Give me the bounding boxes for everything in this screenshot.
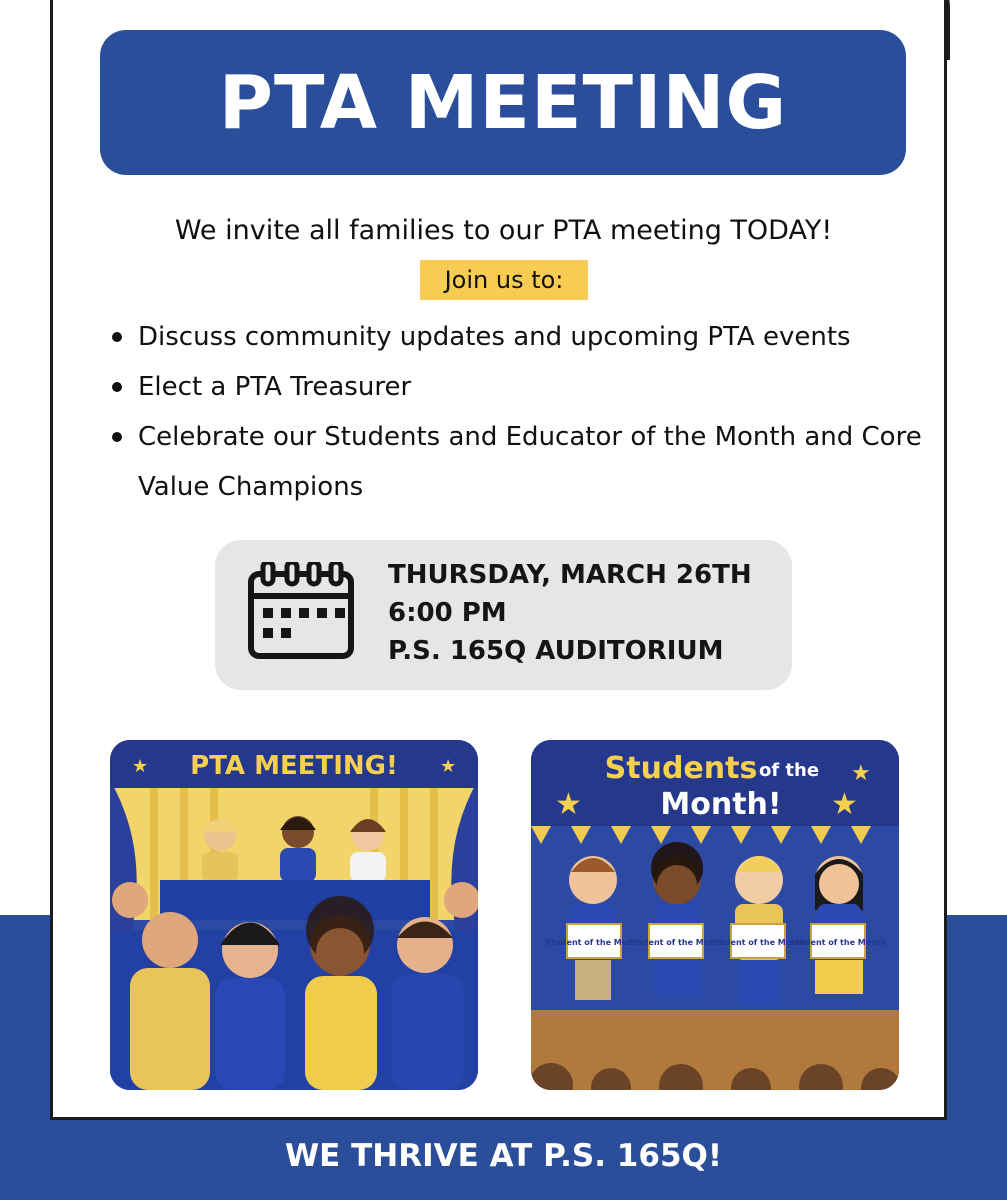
event-date: THURSDAY, MARCH 26TH — [388, 560, 752, 590]
agenda-list — [108, 312, 968, 512]
footer-slogan: WE THRIVE AT P.S. 165Q! — [284, 1138, 723, 1174]
certificate-text: Student of the Month — [545, 938, 643, 947]
som-banner-line1: Students — [604, 751, 758, 786]
som-banner-line1b: of the — [758, 760, 820, 781]
svg-text:★: ★ — [831, 787, 858, 822]
svg-text:★: ★ — [440, 756, 457, 777]
certificate-text: Student of the Month — [709, 938, 807, 947]
join-us-label: Join us to: — [420, 260, 588, 300]
calendar-icon — [247, 562, 355, 660]
certificate-text: Student of the Month — [789, 938, 887, 947]
title-banner — [100, 30, 906, 175]
svg-text:★: ★ — [555, 787, 582, 822]
event-info — [388, 556, 752, 670]
agenda-item: Elect a PTA Treasurer — [138, 362, 968, 412]
agenda-item: Celebrate our Students and Educator of the Month and Core Value Champions — [138, 412, 968, 512]
invite-text: We invite all families to our PTA meeting TODAY! — [174, 215, 833, 246]
certificate-text: Student of the Month — [627, 938, 725, 947]
event-details-box — [215, 540, 792, 690]
som-banner-line2: Month! — [660, 787, 782, 822]
event-location: P.S. 165Q AUDITORIUM — [388, 636, 724, 666]
svg-text:★: ★ — [132, 756, 149, 777]
students-of-month-illustration — [521, 730, 909, 1100]
svg-text:★: ★ — [851, 761, 871, 786]
pta-meeting-image — [110, 740, 478, 1090]
students-of-month-image — [531, 740, 899, 1090]
agenda-item: Discuss community updates and upcoming PTA events — [138, 312, 968, 362]
page-title: PTA MEETING — [218, 59, 788, 146]
event-time: 6:00 PM — [388, 598, 507, 628]
pta-meeting-illustration — [100, 730, 488, 1100]
pta-banner-text: PTA MEETING! — [190, 751, 398, 781]
